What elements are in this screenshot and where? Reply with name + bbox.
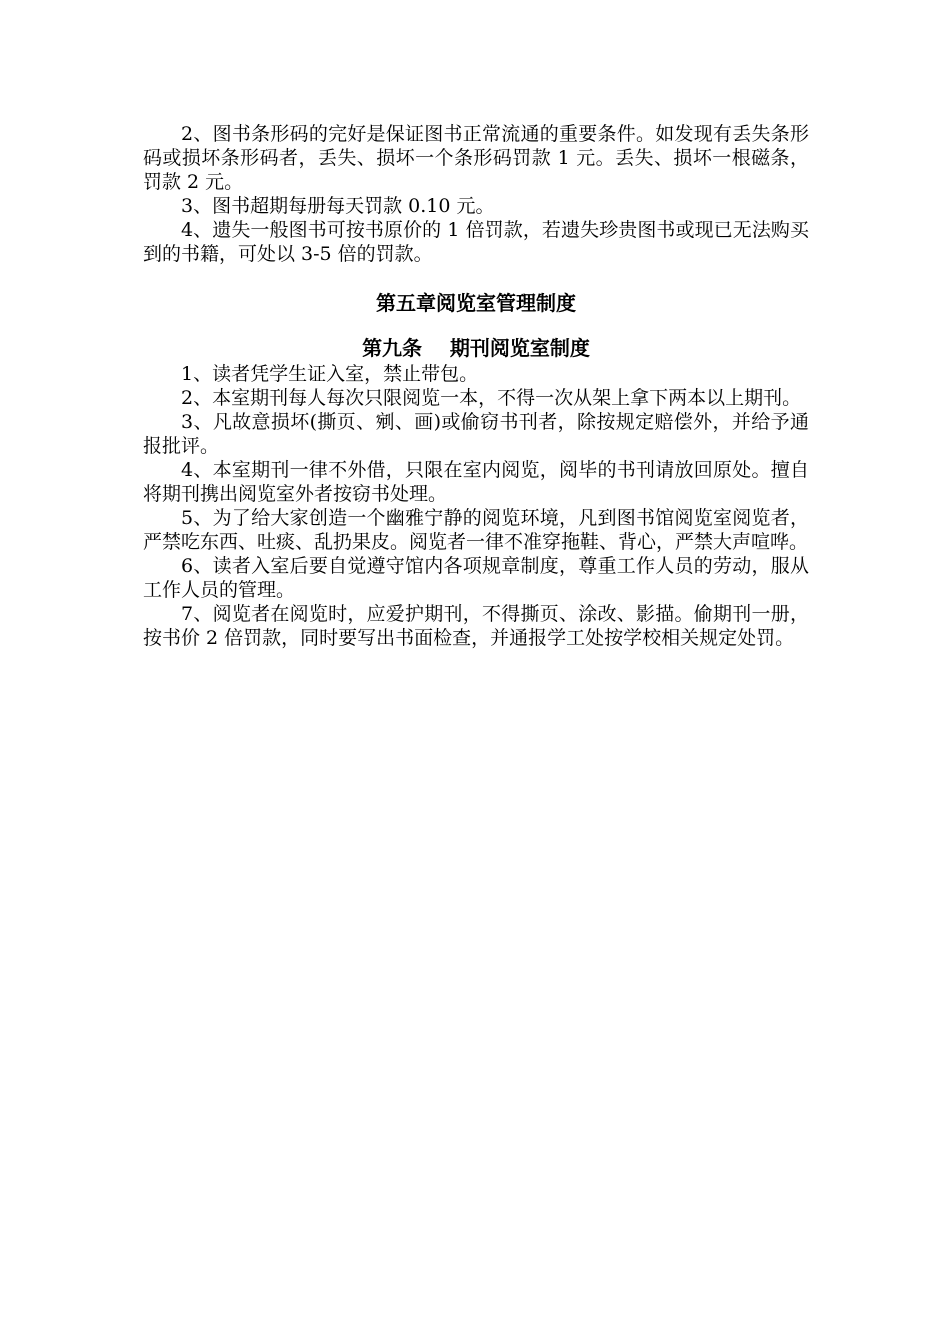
fine-rule-lost-book: 4、遗失一般图书可按书原价的 1 倍罚款，若遗失珍贵图书或现已无法购买到的书籍，可处以 3-5 倍的罚款。	[143, 219, 809, 265]
reading-rule-4: 4、本室期刊一律不外借，只限在室内阅览，阅毕的书刊请放回原处。擅自将期刊携出阅览室外者按窃书处理。	[143, 459, 809, 505]
reading-rule-7: 7、阅览者在阅览时，应爱护期刊，不得撕页、涂改、影描。偷期刊一册，按书价 2 倍罚款，同时要写出书面检查，并通报学工处按学校相关规定处罚。	[143, 603, 809, 649]
article-title: 第九条 期刊阅览室制度	[362, 336, 590, 360]
reading-rule-5: 5、为了给大家创造一个幽雅宁静的阅览环境，凡到图书馆阅览室阅览者，严禁吃东西、吐痰、乱扔果皮。阅览者一律不准穿拖鞋、背心，严禁大声喧哗。	[143, 507, 809, 553]
fine-rule-barcode: 2、图书条形码的完好是保证图书正常流通的重要条件。如发现有丢失条形码或损坏条形码者，丢失、损坏一个条形码罚款 1 元。丢失、损坏一根磁条，罚款 2 元。	[143, 123, 809, 193]
reading-rule-6: 6、读者入室后要自觉遵守馆内各项规章制度，尊重工作人员的劳动，服从工作人员的管理。	[143, 555, 809, 601]
chapter-title: 第五章阅览室管理制度	[376, 291, 576, 315]
reading-rule-1: 1、读者凭学生证入室，禁止带包。	[181, 363, 479, 385]
document-page	[143, 122, 809, 650]
reading-rule-3: 3、凡故意损坏(撕页、剜、画)或偷窃书刊者，除按规定赔偿外，并给予通报批评。	[143, 411, 809, 457]
fine-rule-overdue: 3、图书超期每册每天罚款 0.10 元。	[181, 195, 495, 217]
reading-rule-2: 2、本室期刊每人每次只限阅览一本，不得一次从架上拿下两本以上期刊。	[181, 387, 802, 409]
